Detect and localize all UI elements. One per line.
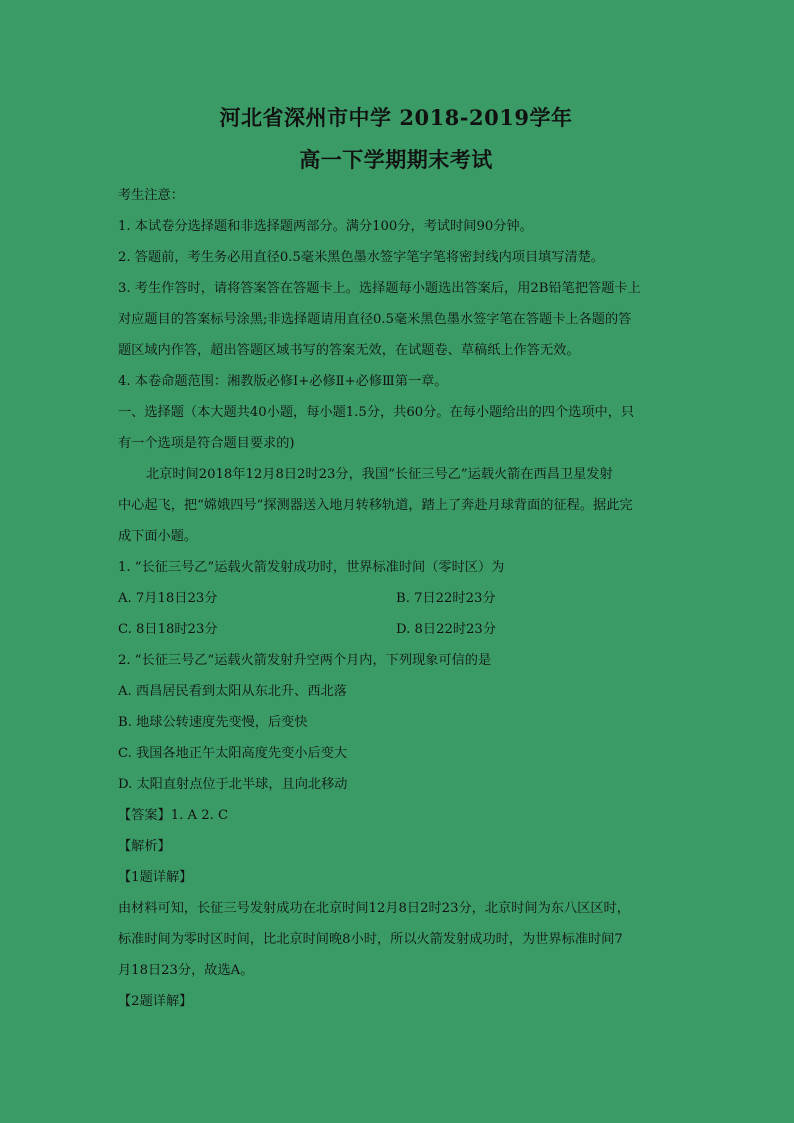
notice-item-2: 2. 答题前，考生务必用直径0.5毫米黑色墨水签字笔字笔将密封线内项目填写清楚。 [118, 250, 605, 265]
question-2-option-a: A. 西昌居民看到太阳从东北升、西北落 [118, 684, 347, 699]
passage-line2: 中心起飞，把“嫦娥四号”探测器送入地月转移轨道，踏上了奔赴月球背面的征程。据此完 [118, 498, 633, 513]
notice-item-3-line2: 对应题目的答案标号涂黑;非选择题请用直径0.5毫米黑色墨水签字笔在答题卡上各题的答 [118, 312, 632, 327]
question-1-option-a: A. 7月18日23分 [118, 591, 218, 606]
question-1-stem: 1. “长征三号乙”运载火箭发射成功时，世界标准时间（零时区）为 [118, 560, 505, 575]
detail-1-line1: 由材料可知，长征三号发射成功在北京时间12月8日2时23分，北京时间为东八区区时， [118, 901, 630, 916]
exam-body [118, 180, 674, 583]
notice-heading: 考生注意： [118, 188, 184, 203]
detail-2-heading: 【2题详解】 [118, 994, 193, 1009]
question-2-option-b: B. 地球公转速度先变慢，后变快 [118, 715, 308, 730]
passage-line3: 成下面小题。 [118, 529, 198, 544]
detail-1-heading: 【1题详解】 [118, 870, 193, 885]
question-2-option-d: D. 太阳直射点位于北半球，且向北移动 [118, 777, 348, 792]
notice-item-3-line3: 题区域内作答，超出答题区域书写的答案无效，在试题卷、草稿纸上作答无效。 [118, 343, 580, 358]
exam-title-line2: 高一下学期期末考试 [299, 147, 493, 172]
question-2-stem: 2. “长征三号乙”运载火箭发射升空两个月内，下列现象可信的是 [118, 653, 492, 668]
question-1-option-d: D. 8日22时23分 [396, 622, 497, 637]
detail-1-line3: 月18日23分，故选A。 [118, 963, 254, 978]
question-1-option-b: B. 7日22时23分 [396, 591, 496, 606]
question-1-options-row1 [118, 583, 674, 614]
passage-line1: 北京时间2018年12月8日2时23分，我国“长征三号乙”运载火箭在西昌卫星发射 [146, 467, 613, 482]
question-1-option-c: C. 8日18时23分 [118, 622, 218, 637]
notice-item-1: 1. 本试卷分选择题和非选择题两部分。满分100分，考试时间90分钟。 [118, 219, 533, 234]
detail-1-line2: 标准时间为零时区时间，比北京时间晚8小时，所以火箭发射成功时，为世界标准时间7 [118, 932, 623, 947]
answer-line: 【答案】1. A 2. C [118, 808, 229, 823]
exam-title-line1: 河北省深州市中学 2018-2019学年 [219, 105, 573, 130]
notice-item-4: 4. 本卷命题范围：湘教版必修Ⅰ+必修Ⅱ+必修Ⅲ第一章。 [118, 374, 448, 389]
question-2-option-c: C. 我国各地正午太阳高度先变小后变大 [118, 746, 348, 761]
section-heading-line2: 有一个选项是符合题目要求的) [118, 436, 295, 451]
section-heading-line1: 一、选择题（本大题共40小题，每小题1.5分，共60分。在每小题给出的四个选项中，只 [118, 405, 635, 420]
exam-body-continued [118, 645, 674, 1017]
notice-item-3-line1: 3. 考生作答时，请将答案答在答题卡上。选择题每小题选出答案后，用2B铅笔把答题卡上 [118, 281, 641, 296]
analysis-heading: 【解析】 [118, 839, 171, 854]
question-1-options-row2 [118, 614, 674, 645]
